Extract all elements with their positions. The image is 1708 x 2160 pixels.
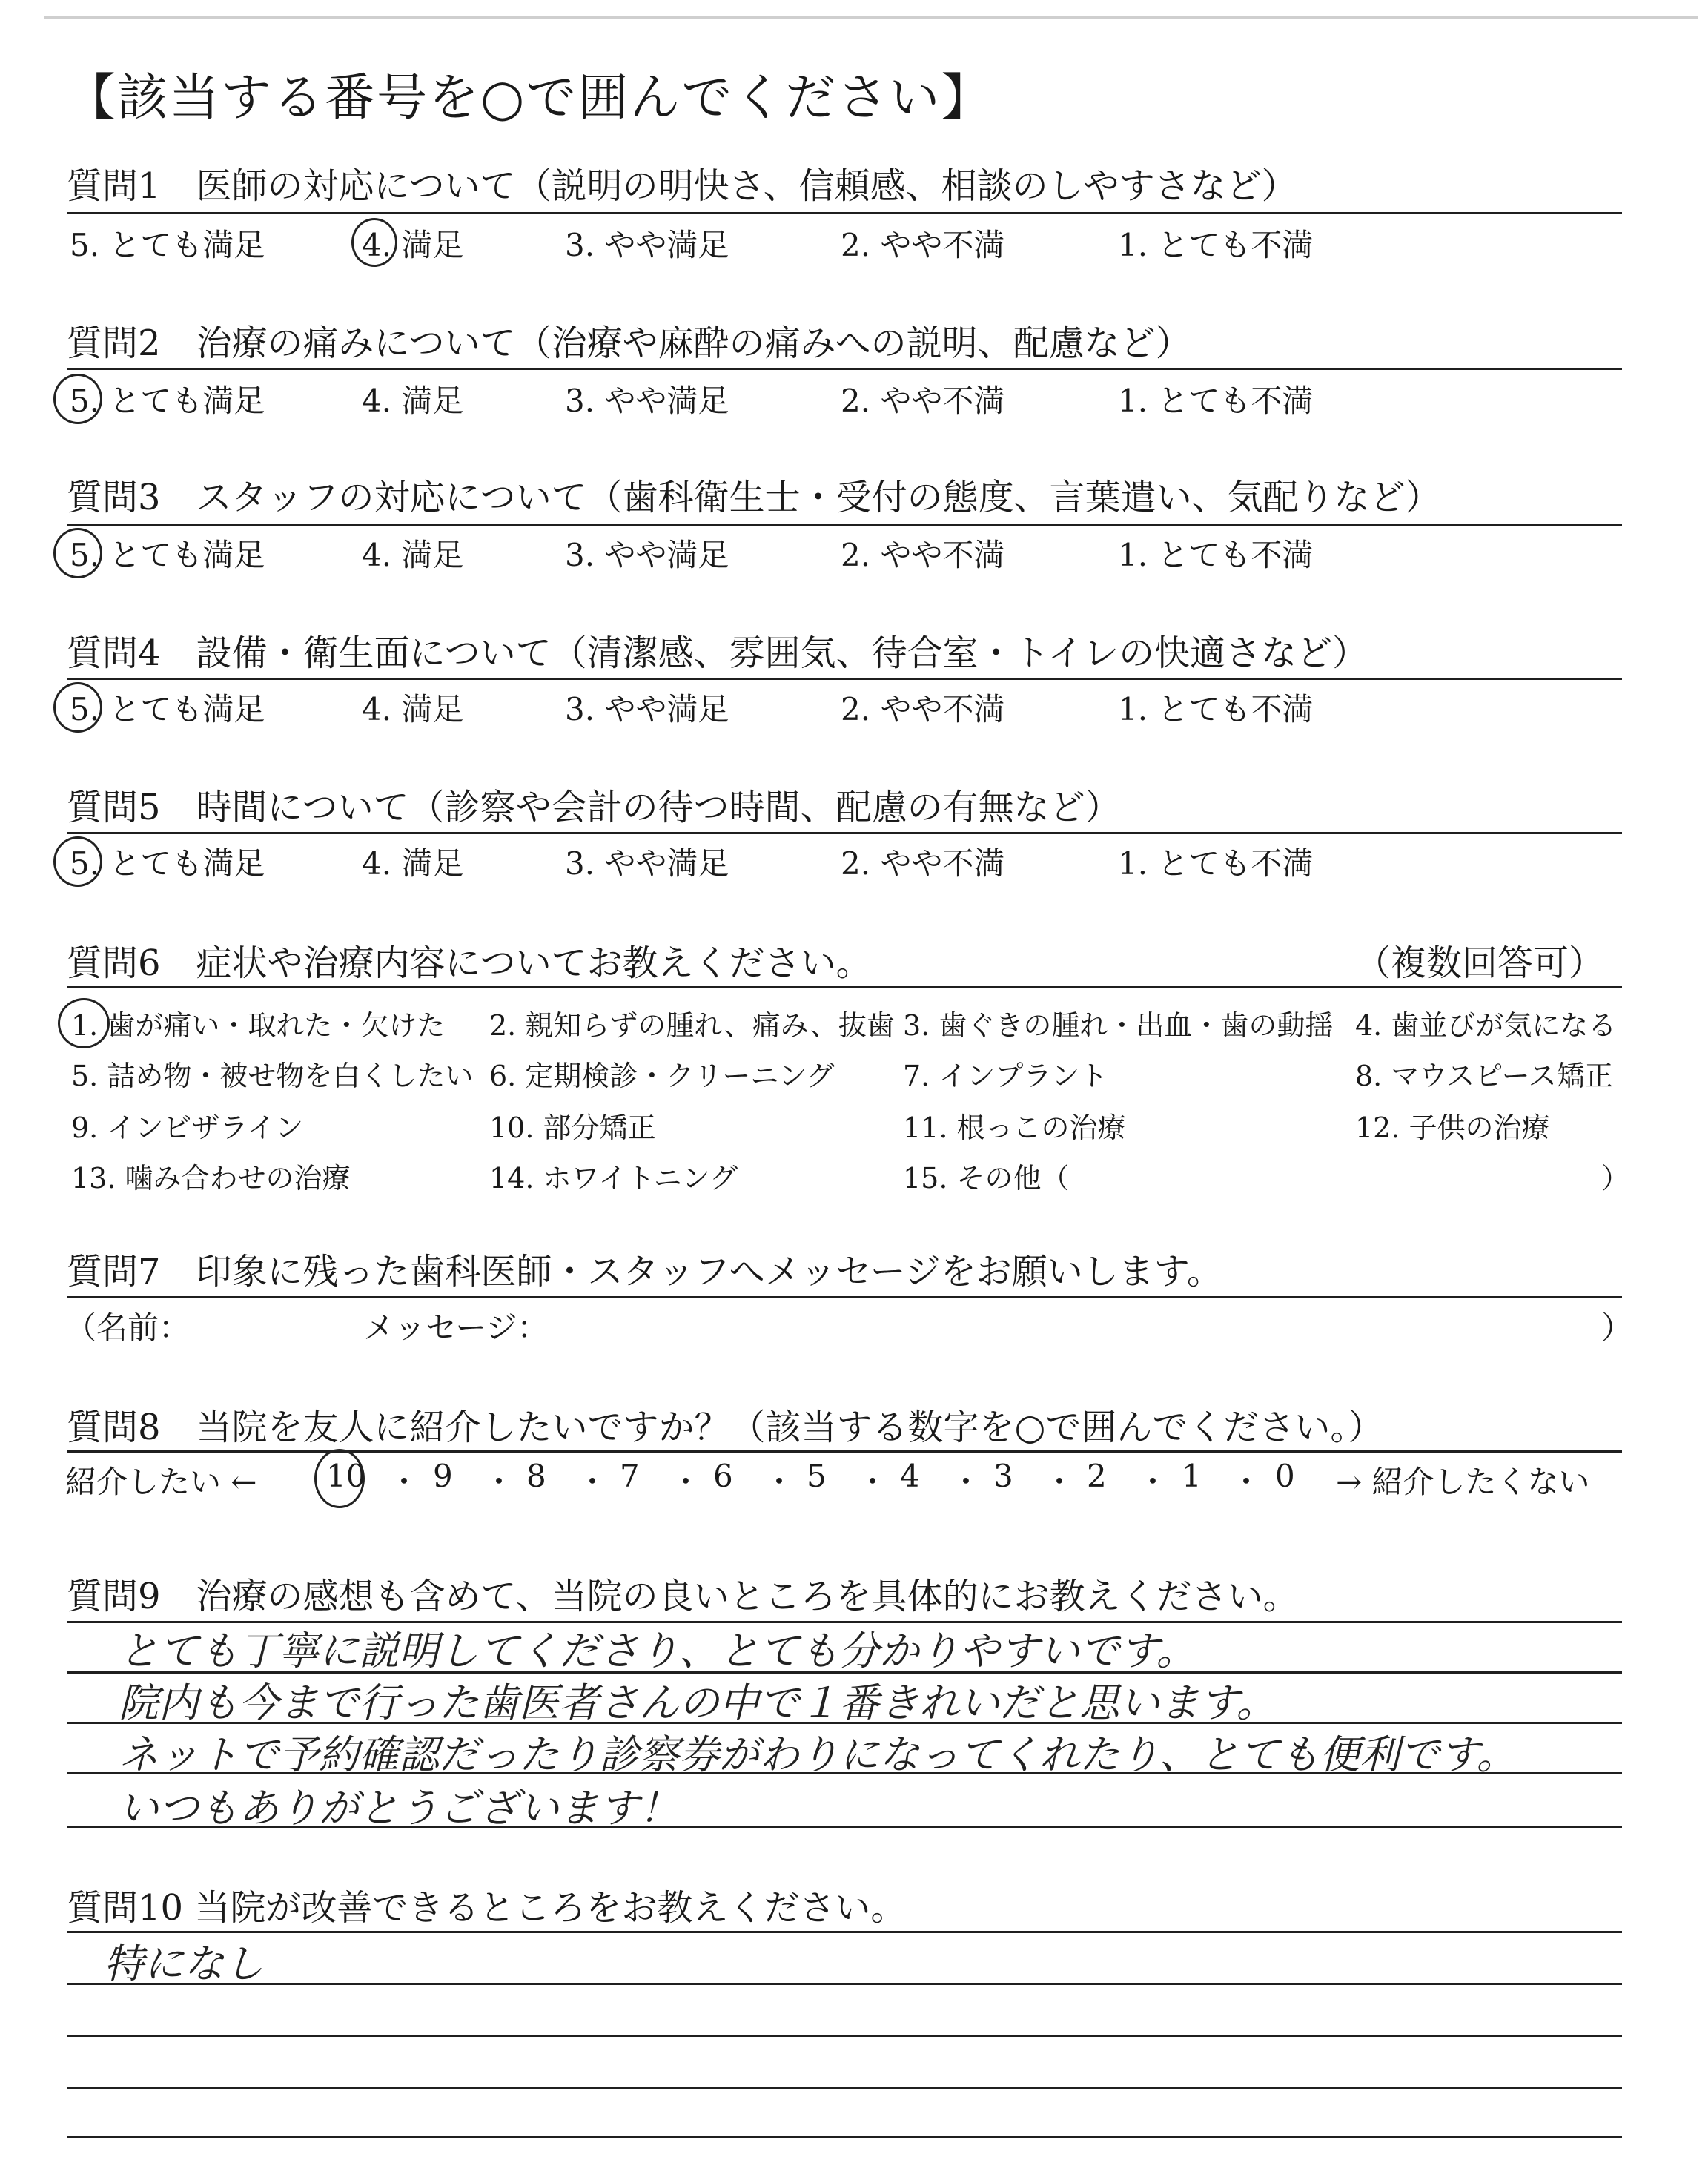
question-2-label: 質問2 治療の痛みについて（治療や麻酔の痛みへの説明、配慮など） [67, 323, 1191, 364]
option-2[interactable]: 2. やや不満 [841, 227, 1005, 263]
selection-circle [53, 528, 102, 578]
option-2[interactable]: 2. やや不満 [841, 383, 1005, 419]
option-4[interactable]: 4. 満足 [362, 691, 464, 727]
option-1[interactable]: 1. とても不満 [1118, 845, 1314, 882]
rule [67, 986, 1622, 988]
rule [67, 1983, 1622, 1985]
other-close-paren: ） [1601, 1162, 1630, 1195]
rule [67, 2035, 1622, 2037]
symptom-item-3[interactable]: 3. 歯ぐきの腫れ・出血・歯の動揺 [903, 1009, 1334, 1042]
handwritten-answer-line: いつもありがとうございます！ [119, 1785, 679, 1832]
symptom-item-14[interactable]: 14. ホワイトニング [489, 1162, 738, 1195]
option-5[interactable]: 5. とても満足 [70, 383, 265, 419]
option-4[interactable]: 4. 満足 [362, 537, 464, 573]
rule [67, 524, 1622, 526]
scale-dot: ・ [1044, 1464, 1076, 1500]
option-1[interactable]: 1. とても不満 [1118, 383, 1314, 419]
scale-2[interactable]: 2 [1087, 1458, 1107, 1494]
top-border [44, 16, 1698, 19]
symptom-item-4[interactable]: 4. 歯並びが気になる [1355, 1009, 1617, 1042]
selection-circle [53, 682, 102, 733]
option-5[interactable]: 5. とても満足 [70, 845, 265, 882]
question-3-label: 質問3 スタッフの対応について（歯科衛生士・受付の態度、言葉遣い、気配りなど） [67, 477, 1441, 518]
scale-7[interactable]: 7 [620, 1458, 640, 1494]
close-paren: ） [1601, 1309, 1633, 1346]
scale-8[interactable]: 8 [526, 1458, 546, 1494]
scale-4[interactable]: 4 [900, 1458, 920, 1494]
scale-9[interactable]: 9 [433, 1458, 453, 1494]
symptom-item-8[interactable]: 8. マウスピース矯正 [1355, 1060, 1613, 1092]
recommend-right-label: → 紹介したくない [1336, 1464, 1590, 1500]
scale-dot: ・ [1137, 1464, 1169, 1500]
multiple-answers-note: （複数回答可） [1355, 942, 1605, 984]
symptom-item-2[interactable]: 2. 親知らずの腫れ、痛み、抜歯 [489, 1009, 895, 1042]
option-5[interactable]: 5. とても満足 [70, 537, 265, 573]
scale-6[interactable]: 6 [713, 1458, 733, 1494]
scale-5[interactable]: 5 [807, 1458, 827, 1494]
option-3[interactable]: 3. やや満足 [565, 383, 729, 419]
option-2[interactable]: 2. やや不満 [841, 691, 1005, 727]
option-3[interactable]: 3. やや満足 [565, 691, 729, 727]
scale-1[interactable]: 1 [1182, 1458, 1202, 1494]
option-1[interactable]: 1. とても不満 [1118, 537, 1314, 573]
option-1[interactable]: 1. とても不満 [1118, 227, 1314, 263]
selection-circle [53, 836, 102, 887]
symptom-item-9[interactable]: 9. インビザライン [71, 1112, 304, 1144]
option-5[interactable]: 5. とても満足 [70, 691, 265, 727]
symptom-item-7[interactable]: 7. インプラント [903, 1060, 1108, 1092]
selection-circle [314, 1449, 365, 1508]
rule [67, 2087, 1622, 2089]
symptom-item-13[interactable]: 13. 噛み合わせの治療 [71, 1162, 351, 1195]
rule [67, 368, 1622, 370]
selection-circle [351, 218, 397, 267]
selection-circle [58, 998, 110, 1048]
rule [67, 212, 1622, 214]
option-2[interactable]: 2. やや不満 [841, 845, 1005, 882]
option-3[interactable]: 3. やや満足 [565, 227, 729, 263]
question-7-label: 質問7 印象に残った歯科医師・スタッフへメッセージをお願いします。 [67, 1251, 1222, 1292]
question-6-label: 質問6 症状や治療内容についてお教えください。 [67, 942, 872, 984]
option-4[interactable]: 4. 満足 [362, 845, 464, 882]
symptom-item-15[interactable]: 15. その他（ [903, 1162, 1070, 1195]
selection-circle [53, 374, 102, 424]
symptom-item-1[interactable]: 1. 歯が痛い・取れた・欠けた [71, 1009, 446, 1042]
name-label: （名前： [65, 1309, 191, 1346]
scale-dot: ・ [1231, 1464, 1262, 1500]
question-5-label: 質問5 時間について（診察や会計の待つ時間、配慮の有無など） [67, 787, 1121, 828]
scale-0[interactable]: 0 [1275, 1458, 1295, 1494]
recommend-left-label: 紹介したい ← [65, 1464, 257, 1500]
symptom-item-11[interactable]: 11. 根っこの治療 [903, 1112, 1126, 1144]
option-3[interactable]: 3. やや満足 [565, 537, 729, 573]
question-8-label: 質問8 当院を友人に紹介したいですか？（該当する数字を○で囲んでください。） [67, 1407, 1384, 1448]
symptom-item-5[interactable]: 5. 詰め物・被せ物を白くしたい [71, 1060, 474, 1092]
symptom-item-6[interactable]: 6. 定期検診・クリーニング [489, 1060, 835, 1092]
option-1[interactable]: 1. とても不満 [1118, 691, 1314, 727]
question-4-label: 質問4 設備・衛生面について（清潔感、雰囲気、待合室・トイレの快適さなど） [67, 633, 1368, 674]
option-3[interactable]: 3. やや満足 [565, 845, 729, 882]
option-4[interactable]: 4. 満足 [362, 383, 464, 419]
symptom-item-12[interactable]: 12. 子供の治療 [1355, 1112, 1550, 1144]
option-5[interactable]: 5. とても満足 [70, 227, 265, 263]
rule [67, 1931, 1622, 1933]
handwritten-answer-line: ネットで予約確認だったり診察券がわりになってくれたり、とても便利です。 [119, 1731, 1517, 1778]
handwritten-answer-line: 特になし [104, 1941, 264, 1987]
form-title: 【該当する番号を○で囲んでください】 [65, 69, 993, 128]
question-10-label: 質問10 当院が改善できるところをお教えください。 [67, 1887, 907, 1929]
scale-dot: ・ [857, 1464, 889, 1500]
scale-dot: ・ [483, 1464, 515, 1500]
scale-10[interactable]: 10 [326, 1458, 366, 1494]
rule [67, 1296, 1622, 1298]
rule [67, 1450, 1622, 1453]
scale-dot: ・ [670, 1464, 702, 1500]
rule [67, 832, 1622, 834]
symptom-item-10[interactable]: 10. 部分矯正 [489, 1112, 656, 1144]
scale-dot: ・ [577, 1464, 609, 1500]
option-2[interactable]: 2. やや不満 [841, 537, 1005, 573]
scale-dot: ・ [388, 1464, 420, 1500]
question-1-label: 質問1 医師の対応について（説明の明快さ、信頼感、相談のしやすさなど） [67, 165, 1297, 207]
scale-3[interactable]: 3 [993, 1458, 1013, 1494]
handwritten-answer-line: とても丁寧に説明してくださり、とても分かりやすいです。 [119, 1628, 1196, 1674]
question-9-label: 質問9 治療の感想も含めて、当院の良いところを具体的にお教えください。 [67, 1576, 1299, 1617]
option-4[interactable]: 4. 満足 [362, 227, 464, 263]
message-label: メッセージ： [363, 1309, 549, 1346]
rule [67, 2136, 1622, 2138]
rule [67, 678, 1622, 680]
scale-dot: ・ [950, 1464, 982, 1500]
handwritten-answer-line: 院内も今まで行った歯医者さんの中で１番きれいだと思います。 [119, 1680, 1277, 1726]
scale-dot: ・ [764, 1464, 795, 1500]
